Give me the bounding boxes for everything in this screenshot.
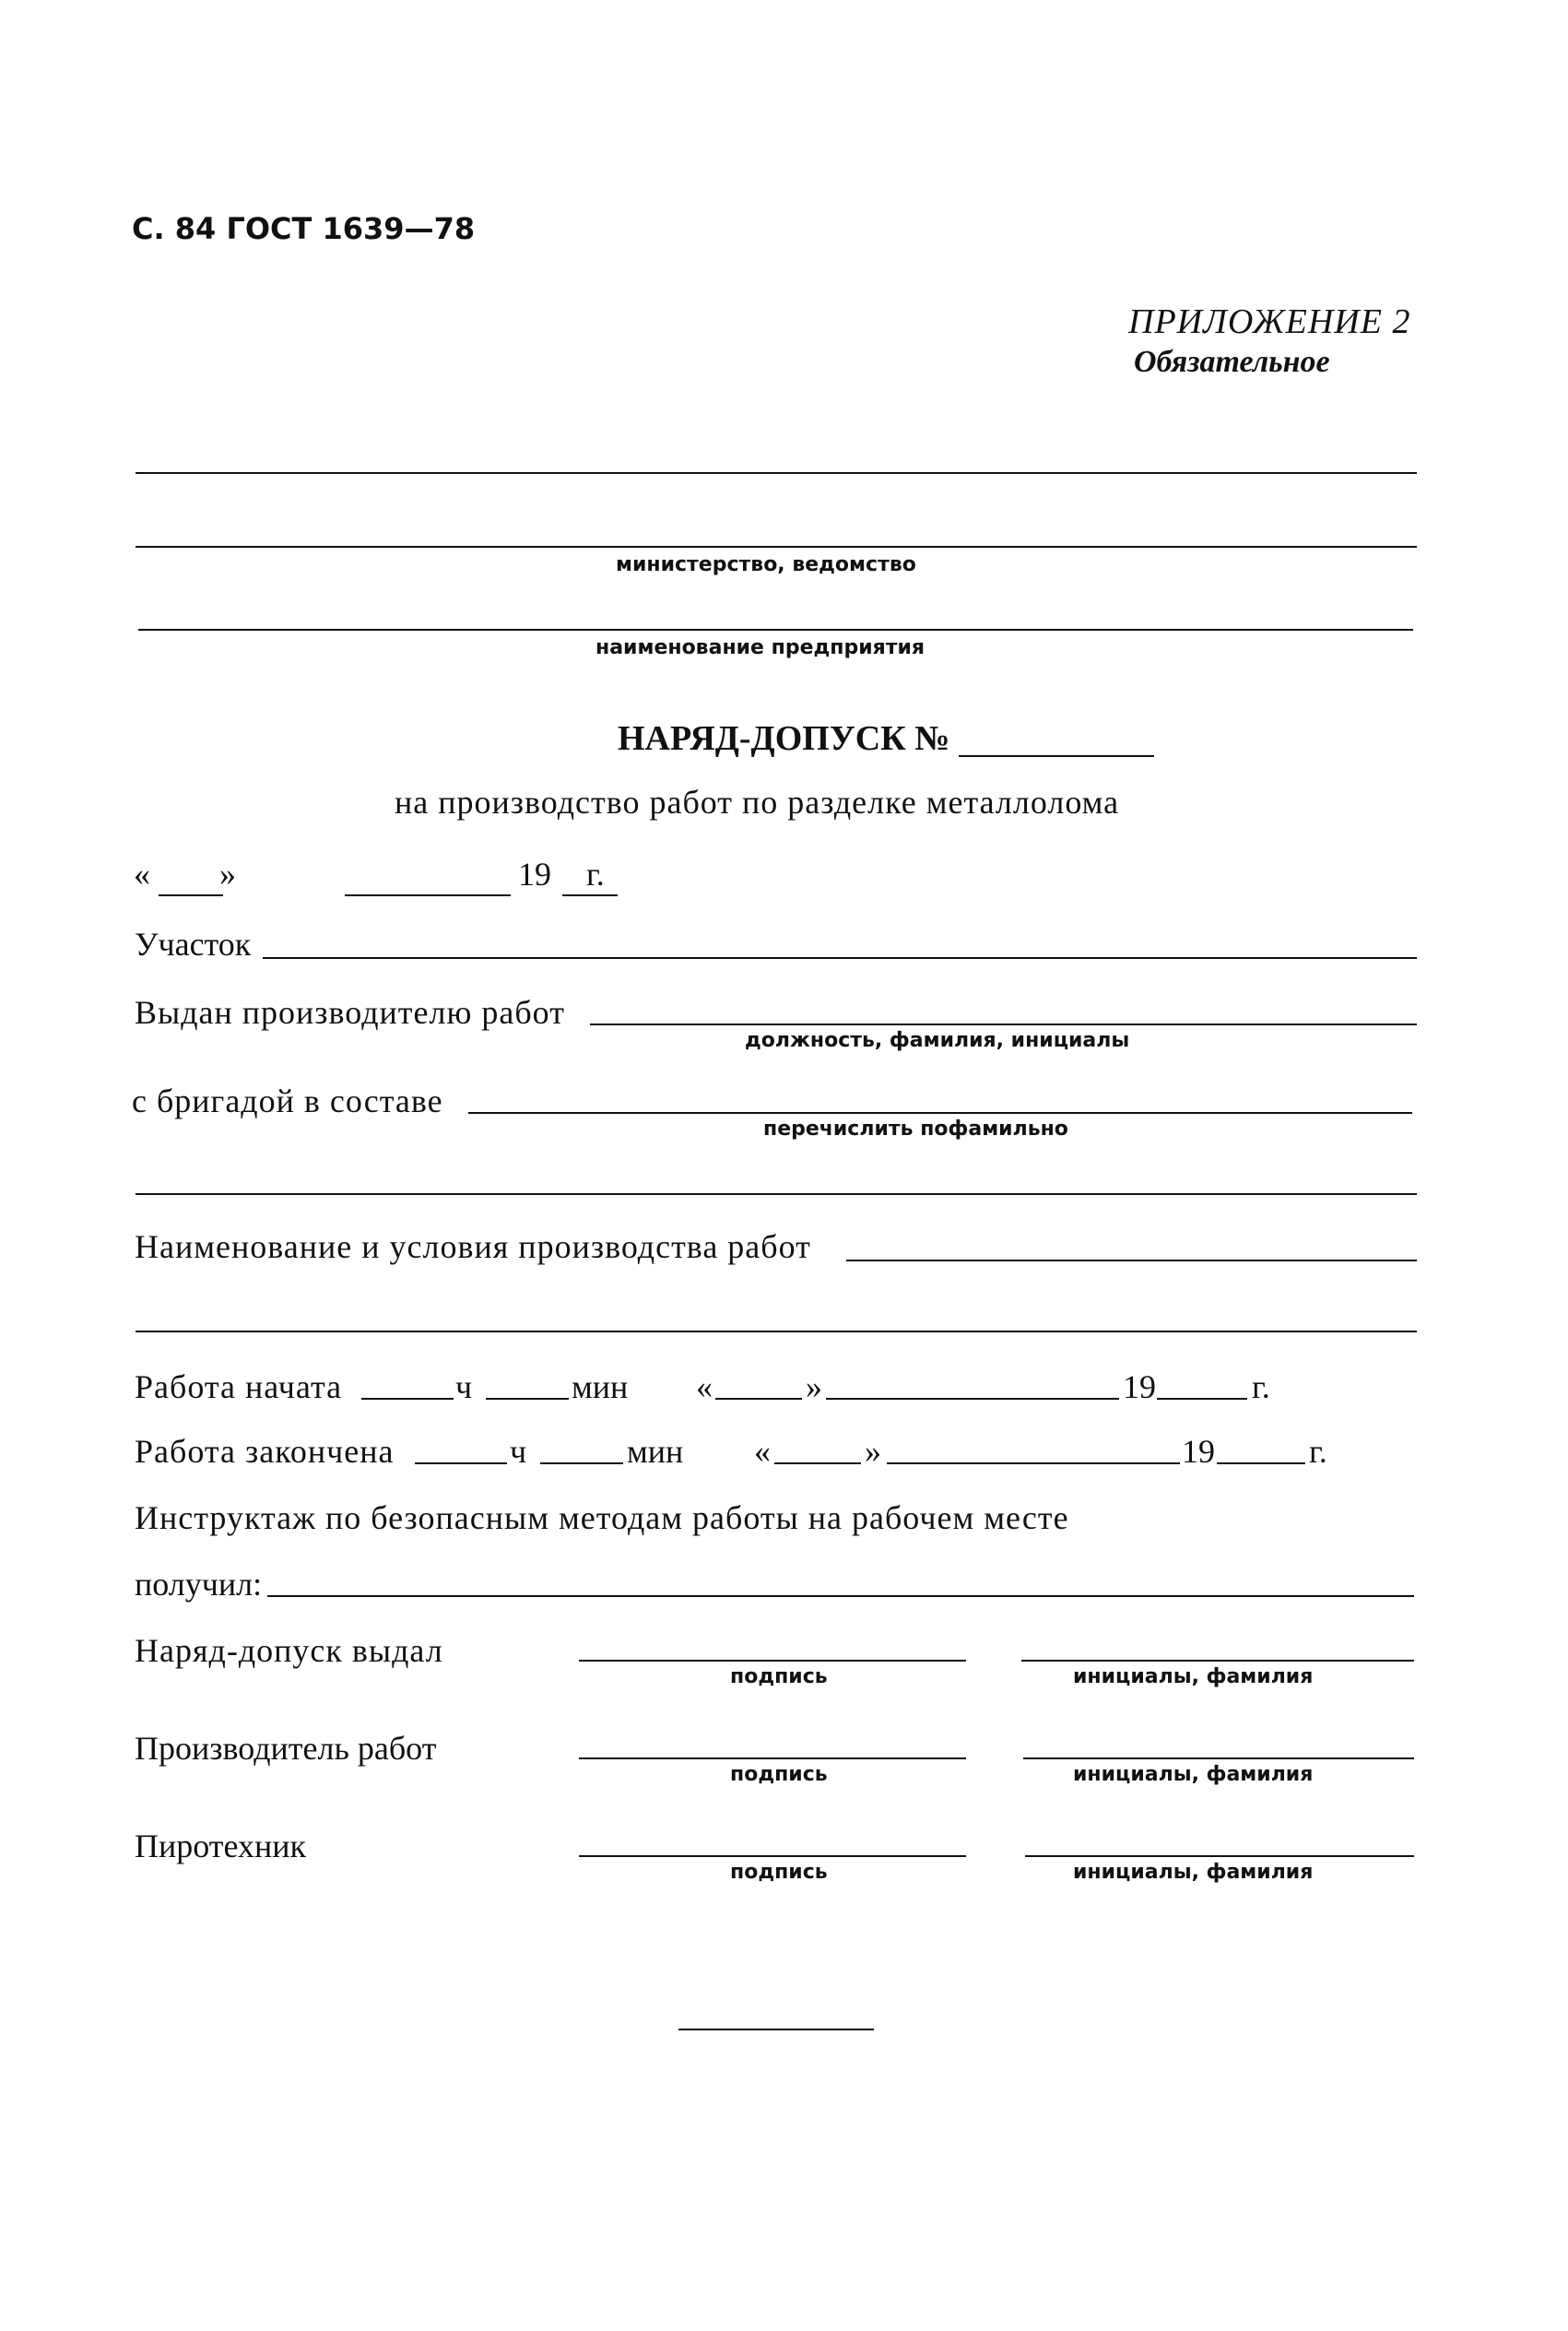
work-start-minutes-unit: мин bbox=[572, 1368, 629, 1405]
date-month-field[interactable] bbox=[345, 894, 511, 896]
sign-foreman-name-caption: инициалы, фамилия bbox=[1073, 1763, 1314, 1786]
document-subtitle: на производство работ по разделке металлолома bbox=[395, 784, 1120, 821]
work-end-year-prefix: 19 bbox=[1182, 1433, 1215, 1470]
work-start-month-field[interactable] bbox=[826, 1398, 1119, 1400]
ministry-line[interactable] bbox=[136, 546, 1417, 548]
briefing-received-field[interactable] bbox=[267, 1595, 1414, 1597]
work-end-hours-field[interactable] bbox=[415, 1462, 507, 1464]
appendix-label: ПРИЛОЖЕНИЕ 2 bbox=[1128, 302, 1411, 341]
sign-pyrotechnician-signature-caption: подпись bbox=[730, 1861, 828, 1884]
work-start-hours-unit: ч bbox=[455, 1368, 473, 1405]
work-name-field[interactable] bbox=[846, 1260, 1417, 1261]
document-title: НАРЯД-ДОПУСК № bbox=[618, 719, 950, 758]
work-start-minutes-field[interactable] bbox=[486, 1398, 569, 1400]
work-start-year-suffix: г. bbox=[1252, 1368, 1270, 1405]
sign-foreman-signature-field[interactable] bbox=[579, 1757, 966, 1759]
work-start-open-quote: « bbox=[696, 1368, 713, 1405]
brigade-field-2[interactable] bbox=[136, 1193, 1417, 1195]
sign-issuer-name-field[interactable] bbox=[1021, 1660, 1414, 1662]
org-line-1[interactable] bbox=[136, 472, 1417, 474]
site-field[interactable] bbox=[263, 957, 1417, 959]
permit-number-field[interactable] bbox=[959, 755, 1154, 757]
sign-pyrotechnician-name-field[interactable] bbox=[1025, 1855, 1414, 1857]
sign-pyrotechnician-label: Пиротехник bbox=[135, 1828, 307, 1864]
enterprise-caption: наименование предприятия bbox=[595, 636, 925, 659]
brigade-field[interactable] bbox=[468, 1112, 1412, 1114]
work-name-field-2[interactable] bbox=[136, 1331, 1417, 1332]
work-end-close-quote: » bbox=[865, 1433, 881, 1470]
date-close-quote: » bbox=[219, 856, 236, 893]
sign-foreman-name-field[interactable] bbox=[1023, 1757, 1414, 1759]
brigade-label: с бригадой в составе bbox=[132, 1083, 443, 1119]
work-start-hours-field[interactable] bbox=[361, 1398, 454, 1400]
date-year-prefix: 19 bbox=[518, 856, 551, 893]
enterprise-line[interactable] bbox=[138, 629, 1413, 631]
work-end-minutes-unit: мин bbox=[627, 1433, 684, 1470]
work-end-day-field[interactable] bbox=[774, 1462, 861, 1464]
work-end-year-field[interactable] bbox=[1217, 1462, 1305, 1464]
sign-foreman-label: Производитель работ bbox=[135, 1730, 437, 1767]
appendix-status: Обязательное bbox=[1134, 345, 1330, 379]
sign-issuer-signature-caption: подпись bbox=[730, 1665, 828, 1688]
site-label: Участок bbox=[135, 926, 252, 963]
page-reference: С. 84 ГОСТ 1639—78 bbox=[132, 211, 476, 246]
sign-pyrotechnician-name-caption: инициалы, фамилия bbox=[1073, 1861, 1314, 1884]
date-year-suffix: г. bbox=[586, 856, 605, 893]
sign-issuer-label: Наряд-допуск выдал bbox=[135, 1632, 443, 1669]
sign-issuer-name-caption: инициалы, фамилия bbox=[1073, 1665, 1314, 1688]
briefing-received-label: получил: bbox=[135, 1566, 263, 1603]
work-start-year-field[interactable] bbox=[1157, 1398, 1247, 1400]
work-end-hours-unit: ч bbox=[510, 1433, 527, 1470]
issued-to-field[interactable] bbox=[590, 1024, 1417, 1025]
sign-foreman-signature-caption: подпись bbox=[730, 1763, 828, 1786]
end-divider bbox=[678, 2029, 874, 2030]
work-start-year-prefix: 19 bbox=[1123, 1368, 1156, 1405]
work-end-minutes-field[interactable] bbox=[540, 1462, 623, 1464]
date-year-field[interactable] bbox=[562, 894, 618, 896]
work-end-year-suffix: г. bbox=[1309, 1433, 1327, 1470]
work-end-label: Работа закончена bbox=[135, 1433, 395, 1470]
work-end-open-quote: « bbox=[754, 1433, 771, 1470]
work-name-label: Наименование и условия производства работ bbox=[135, 1228, 811, 1265]
date-open-quote: « bbox=[134, 856, 150, 893]
issued-to-caption: должность, фамилия, инициалы bbox=[745, 1029, 1130, 1052]
sign-issuer-signature-field[interactable] bbox=[579, 1660, 966, 1662]
work-start-day-field[interactable] bbox=[715, 1398, 802, 1400]
work-start-close-quote: » bbox=[806, 1368, 822, 1405]
briefing-text: Инструктаж по безопасным методам работы на рабочем месте bbox=[135, 1499, 1069, 1536]
brigade-caption: перечислить пофамильно bbox=[763, 1118, 1068, 1141]
ministry-caption: министерство, ведомство bbox=[616, 553, 916, 576]
work-start-label: Работа начата bbox=[135, 1368, 343, 1405]
date-day-field[interactable] bbox=[159, 894, 223, 896]
sign-pyrotechnician-signature-field[interactable] bbox=[579, 1855, 966, 1857]
work-end-month-field[interactable] bbox=[887, 1462, 1180, 1464]
issued-to-label: Выдан производителю работ bbox=[135, 994, 565, 1031]
